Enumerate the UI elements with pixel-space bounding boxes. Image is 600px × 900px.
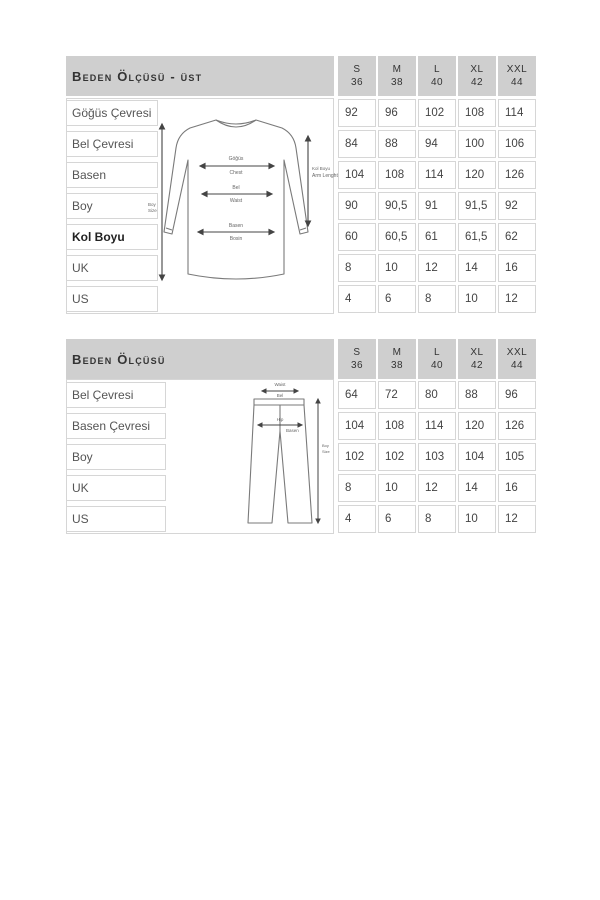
chest-label-tr: Göğüs: [228, 156, 244, 162]
size-value-cell: 94: [418, 130, 456, 158]
size-header-xl: XL 42: [458, 339, 496, 379]
chest-label-en: Chest: [229, 170, 243, 176]
row-label-arm: Kol Boyu: [66, 224, 158, 250]
row-label-length: Boy: [66, 193, 158, 219]
size-value-cell: 108: [378, 412, 416, 440]
top-table-title: Beden Ölçüsü - üst: [66, 56, 334, 96]
size-value-cell: 91,5: [458, 192, 496, 220]
size-value-cell: 14: [458, 474, 496, 502]
row-label-hip: Basen: [66, 162, 158, 188]
size-value-cell: 16: [498, 474, 536, 502]
size-value-cell: 8: [338, 254, 376, 282]
size-value-cell: 102: [418, 99, 456, 127]
size-value-cell: 88: [458, 381, 496, 409]
size-value-cell: 8: [418, 505, 456, 533]
row-label-length: Boy: [66, 444, 166, 470]
row-label-hip: Basen Çevresi: [66, 413, 166, 439]
size-value-cell: 120: [458, 412, 496, 440]
row-label-us: US: [66, 506, 166, 532]
size-value-cell: 16: [498, 254, 536, 282]
size-value-cell: 4: [338, 285, 376, 313]
size-value-cell: 8: [418, 285, 456, 313]
size-value-cell: 10: [378, 254, 416, 282]
size-value-cell: 61: [418, 223, 456, 251]
arm-label-tr: Kol Boyu: [312, 166, 331, 171]
size-value-cell: 91: [418, 192, 456, 220]
top-garment-diagram: [148, 114, 338, 294]
size-value-cell: 10: [378, 474, 416, 502]
size-value-cell: 114: [418, 412, 456, 440]
size-value-cell: 105: [498, 443, 536, 471]
size-value-cell: 6: [378, 285, 416, 313]
row-label-waist: Bel Çevresi: [66, 131, 158, 157]
size-value-cell: 92: [498, 192, 536, 220]
length-label-en: Size: [148, 208, 157, 213]
size-value-cell: 92: [338, 99, 376, 127]
size-value-cell: 120: [458, 161, 496, 189]
top-size-table: [66, 56, 536, 314]
size-header-s: S 36: [338, 339, 376, 379]
top-table-header: [66, 56, 536, 96]
size-header-xxl: XXL 44: [498, 339, 536, 379]
row-label-chest: Göğüs Çevresi: [66, 100, 158, 126]
size-value-cell: 80: [418, 381, 456, 409]
size-header-l: L 40: [418, 339, 456, 379]
bottom-garment-diagram: [242, 383, 332, 531]
size-value-cell: 61,5: [458, 223, 496, 251]
size-value-cell: 114: [498, 99, 536, 127]
size-header-m: M 38: [378, 339, 416, 379]
size-value-cell: 72: [378, 381, 416, 409]
size-value-cell: 104: [338, 161, 376, 189]
bottom-hip-label-en: Hip: [276, 417, 284, 422]
waist-label-tr: Bel: [232, 185, 240, 191]
bottom-length-label-en: Size: [322, 449, 330, 454]
size-header-l: L 40: [418, 56, 456, 96]
size-value-cell: 96: [498, 381, 536, 409]
bottom-table-title: Beden Ölçüsü: [66, 339, 334, 379]
arm-label-en: Arm Lenght: [312, 173, 338, 179]
size-value-cell: 12: [418, 474, 456, 502]
size-value-cell: 8: [338, 474, 376, 502]
waist-label-en: Waist: [229, 198, 243, 204]
size-value-cell: 102: [378, 443, 416, 471]
size-value-cell: 126: [498, 161, 536, 189]
size-value-cell: 84: [338, 130, 376, 158]
size-value-cell: 108: [458, 99, 496, 127]
size-value-cell: 126: [498, 412, 536, 440]
size-value-cell: 12: [498, 505, 536, 533]
hip-label-en: Bosin: [229, 236, 243, 242]
size-value-cell: 90: [338, 192, 376, 220]
size-header-xxl: XXL 44: [498, 56, 536, 96]
size-value-cell: 108: [378, 161, 416, 189]
size-value-cell: 10: [458, 505, 496, 533]
row-label-waist: Bel Çevresi: [66, 382, 166, 408]
bottom-size-table: [66, 339, 536, 534]
size-value-cell: 96: [378, 99, 416, 127]
bottom-waist-label-tr: Bel: [276, 393, 284, 398]
size-value-cell: 106: [498, 130, 536, 158]
size-value-cell: 10: [458, 285, 496, 313]
size-value-cell: 4: [338, 505, 376, 533]
size-value-cell: 62: [498, 223, 536, 251]
size-header-xl: XL 42: [458, 56, 496, 96]
row-label-uk: UK: [66, 255, 158, 281]
size-value-cell: 104: [458, 443, 496, 471]
bottom-waist-label-en: Waist: [274, 382, 286, 387]
size-value-cell: 104: [338, 412, 376, 440]
row-label-us: US: [66, 286, 158, 312]
size-value-cell: 100: [458, 130, 496, 158]
bottom-hip-label-tr: Basen: [286, 428, 299, 433]
hip-label-tr: Basen: [228, 223, 244, 229]
size-value-cell: 64: [338, 381, 376, 409]
bottom-length-label-tr: Boy: [322, 443, 329, 448]
row-label-uk: UK: [66, 475, 166, 501]
size-value-cell: 60: [338, 223, 376, 251]
size-value-cell: 114: [418, 161, 456, 189]
length-label-tr: Boy: [148, 202, 156, 207]
size-header-s: S 36: [338, 56, 376, 96]
size-value-cell: 90,5: [378, 192, 416, 220]
size-value-cell: 12: [418, 254, 456, 282]
size-value-cell: 12: [498, 285, 536, 313]
size-value-cell: 60,5: [378, 223, 416, 251]
size-value-cell: 14: [458, 254, 496, 282]
size-value-cell: 102: [338, 443, 376, 471]
size-value-cell: 103: [418, 443, 456, 471]
size-header-m: M 38: [378, 56, 416, 96]
size-value-cell: 88: [378, 130, 416, 158]
size-value-cell: 6: [378, 505, 416, 533]
bottom-table-header: [66, 339, 536, 379]
